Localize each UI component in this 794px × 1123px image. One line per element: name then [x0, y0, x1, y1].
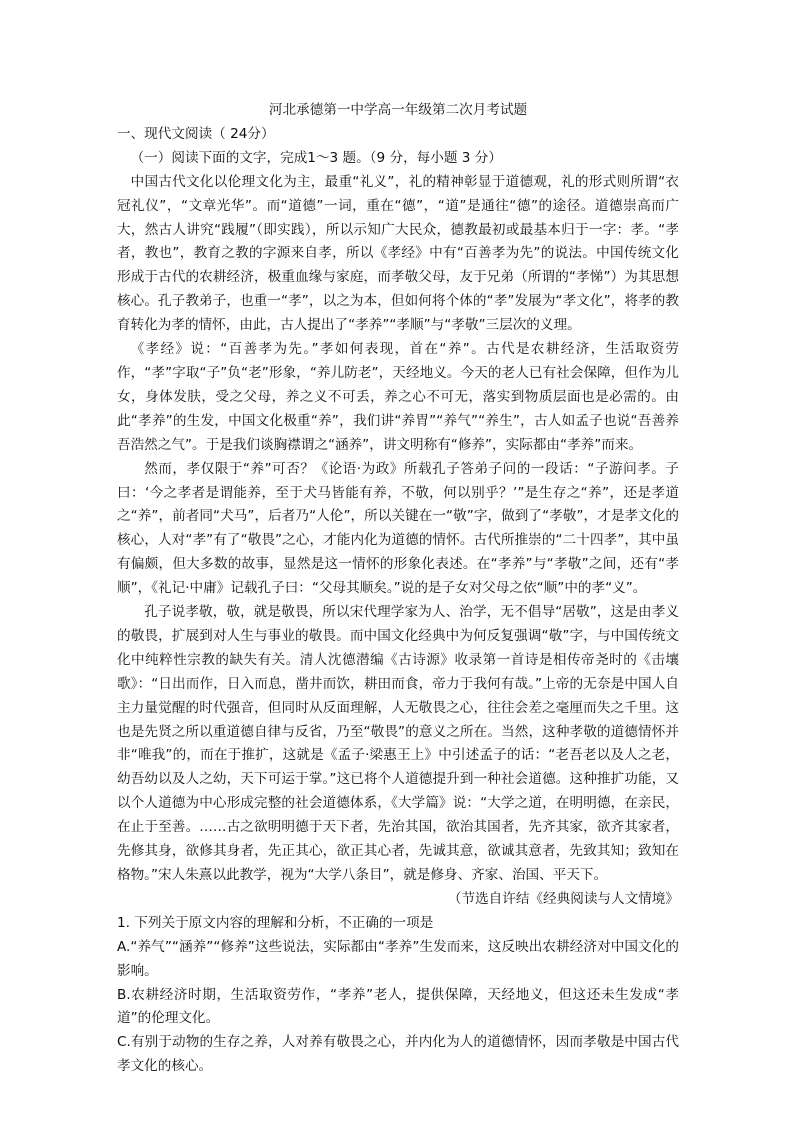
exam-page: [117, 99, 679, 1079]
question-1-stem: 1. 下列关于原文内容的理解和分析，不正确的一项是: [117, 914, 434, 931]
source-citation: （节选自许结《经典阅读与人文情境》: [447, 890, 679, 907]
question-1-option-c: C.有别于动物的生存之养，人对养有敬畏之心，并内化为人的道德情怀，因而孝敬是中国古代孝文化的核心。: [117, 1034, 679, 1075]
section-heading: 一、现代文阅读（ 24分）: [117, 125, 275, 142]
question-1-option-a: A.“养气”“涵养”“修养”这些说法，实际都由“孝养”生发而来，这反映出农耕经济对中国文化的影响。: [117, 938, 679, 979]
question-1-option-b: B.农耕经济时期，生活取资劳作，“孝养”老人，提供保障，天经地义，但这还未生发成“孝道”的伦理文化。: [117, 986, 679, 1027]
paragraph-2: 《孝经》说：“百善孝为先。”孝如何表现，首在“养”。古代是农耕经济，生活取资劳作，“孝”字取“子”负“老”形象，“养儿防老”，天经地义。今天的老人已有社会保障，但作为儿女，身体发肤，受之父母，养之义不可丢，养之心不可无，落实到物质层面也是必需的。由此“孝养”的生发，中国文化极重“养”，我们讲“养胃”“养气”“养生”，古人如孟子也说“吾善养吾浩然之气”。于是我们谈胸襟谓之“涵养”，讲文明称有“修养”，实际都由“孝养”而来。: [117, 341, 679, 453]
paragraph-1: 中国古代文化以伦理文化为主，最重“礼义”，礼的精神彰显于道德观，礼的形式则所谓“衣冠礼仪”，“文章光华”。而“道德”一词，重在“德”，“道”是通往“德”的途径。道德崇高而广大，然古人讲究“践履”（即实践），所以示知广大民众，德教最初或最基本归于一字：孝。“孝者，教也”，教育之教的字源来自孝，所以《孝经》中有“百善孝为先”的说法。中国传统文化形成于古代的农耕经济，极重血缘与家庭，而孝敬父母，友于兄弟（所谓的“孝悌”）为其思想核心。孔子教弟子，也重一“孝”，以之为本，但如何将个体的“孝”发展为“孝文化”，将孝的教育转化为孝的情怀，由此，古人提出了“孝养”“孝顺”与“孝敬”三层次的义理。: [117, 173, 679, 334]
paragraph-4: 孔子说孝敬，敬，就是敬畏，所以宋代理学家为人、治学，无不倡导“居敬”，这是由孝义的敬畏，扩展到对人生与事业的敬畏。而中国文化经典中为何反复强调“敬”字，与中国传统文化中纯粹性宗教的缺失有关。清人沈德潜编《古诗源》收录第一首诗是相传帝尧时的《击壤歌》：“日出而作，日入而息，凿井而饮，耕田而食，帝力于我何有哉。”上帝的无奈是中国人自主力量觉醒的时代强音，但同时从反面理解，人无敬畏之心，往往会差之毫厘而失之千里。这也是先贤之所以重道德自律与反省，乃至“敬畏”的意义之所在。当然，这种孝敬的道德情怀并非“唯我”的，而在于推扩，这就是《孟子·梁惠王上》中引述孟子的话：“老吾老以及人之老，幼吾幼以及人之幼，天下可运于掌。”这已将个人道德提升到一种社会道德。这种推扩功能，又以个人道德为中心形成完整的社会道德体系，《大学篇》说：“大学之道，在明明德，在亲民，在止于至善。……古之欲明明德于天下者，先治其国，欲治其国者，先齐其家，欲齐其家者，先修其身，欲修其身者，先正其心，欲正其心者，先诚其意，欲诚其意者，先致其知；致知在格物。”宋人朱熹以此教学，视为“大学八条目”，就是修身、齐家、治国、平天下。: [117, 604, 679, 883]
exam-title: 河北承德第一中学高一年级第二次月考试题: [268, 102, 528, 118]
subsection-heading: （一）阅读下面的文字，完成1～3 题。（9 分，每小题 3 分）: [130, 149, 502, 166]
paragraph-3: 然而，孝仅限于“养”可否？《论语·为政》所载孔子答弟子问的一段话：“子游问孝。子曰：‘今之孝者是谓能养，至于犬马皆能有养，不敬，何以别乎？’”是生存之“养”，还是孝道之“养”，前者同“犬马”，后者乃“人伦”，所以关键在一“敬”字，做到了“孝敬”，才是孝文化的核心，人对“孝”有了“敬畏”之心，才能内化为道德的情怀。古代所推崇的“二十四孝”，其中虽有偏颇，但大多数的故事，显然是这一情怀的形象化表述。在“孝养”与“孝敬”之间，还有“孝顺”，《礼记·中庸》记载孔子曰：“父母其顺矣。”说的是子女对父母之依“顺”中的孝“义”。: [117, 460, 679, 597]
